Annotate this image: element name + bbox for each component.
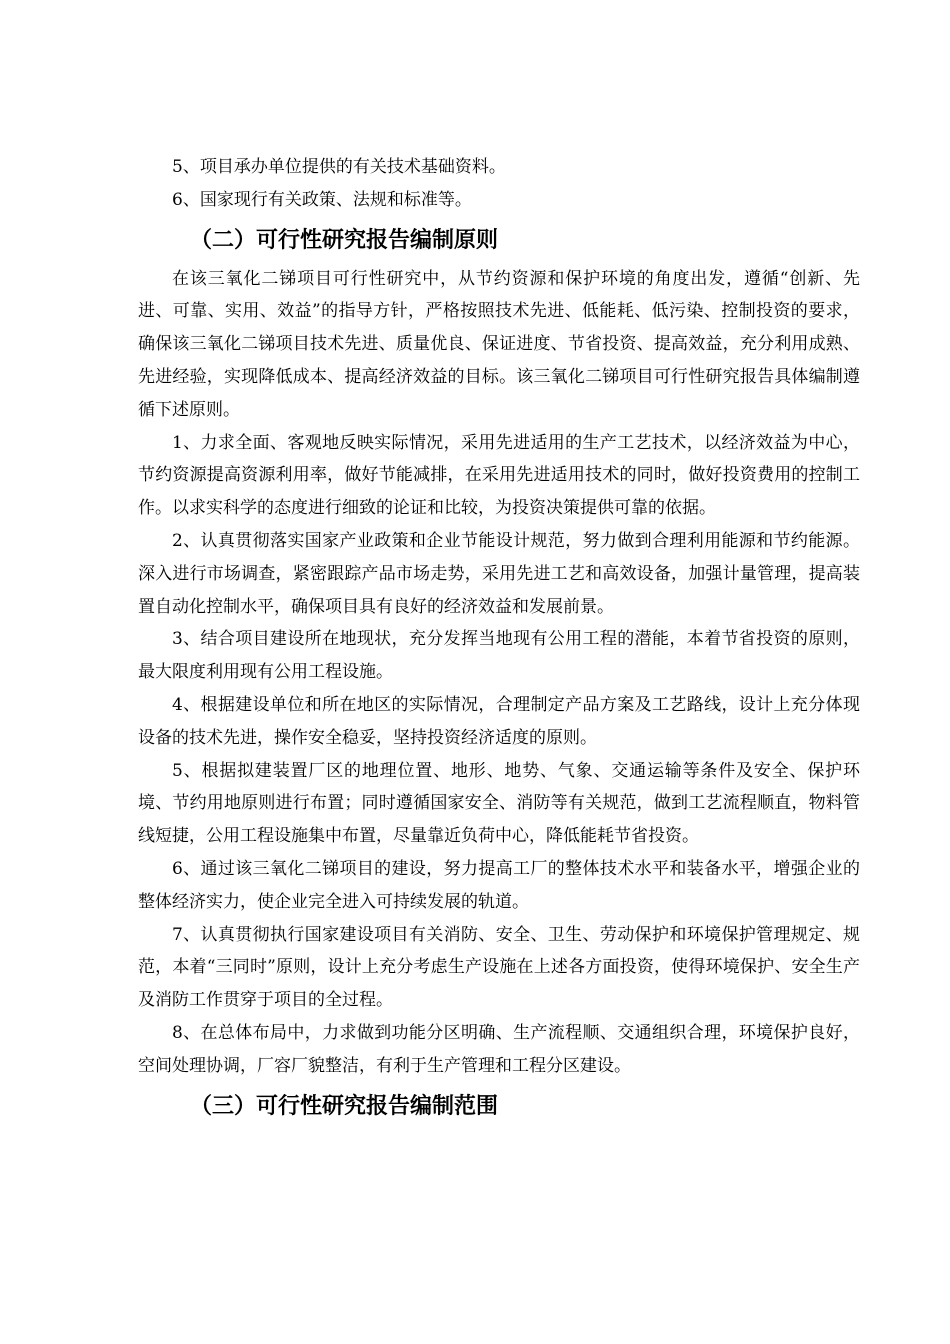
principle-item-7: 7、认真贯彻执行国家建设项目有关消防、安全、卫生、劳动保护和环境保护管理规定、规范，本着“三同时”原则，设计上充分考虑生产设施在上述各方面投资，使得环境保护、安全生产及消防工作贯穿于项目的全过程。 <box>138 924 860 1011</box>
principle-item-3: 3、结合项目建设所在地现状，充分发挥当地现有公用工程的潜能，本着节省投资的原则，最大限度利用现有公用工程设施。 <box>138 629 860 683</box>
principle-item-4: 4、根据建设单位和所在地区的实际情况，合理制定产品方案及工艺路线，设计上充分体现设备的技术先进，操作安全稳妥，坚持投资经济适度的原则。 <box>138 694 860 748</box>
principle-item-8: 8、在总体布局中，力求做到功能分区明确、生产流程顺、交通组织合理，环境保护良好，空间处理协调，厂容厂貌整洁，有利于生产管理和工程分区建设。 <box>138 1022 860 1076</box>
section-2-heading: （二）可行性研究报告编制原则 <box>190 227 499 253</box>
section-2-intro: 在该三氧化二锑项目可行性研究中，从节约资源和保护环境的角度出发，遵循“创新、先进、可靠、实用、效益”的指导方针，严格按照技术先进、低能耗、低污染、控制投资的要求，确保该三氧化二锑项目技术先进、质量优良、保证进度、节省投资、提高效益，充分利用成熟、先进经验，实现降低成本、提高经济效益的目标。该三氧化二锑项目可行性研究报告具体编制遵循下述原则。 <box>138 268 860 420</box>
principle-item-6: 6、通过该三氧化二锑项目的建设，努力提高工厂的整体技术水平和装备水平，增强企业的整体经济实力，使企业完全进入可持续发展的轨道。 <box>138 858 860 912</box>
basis-item-6: 6、国家现行有关政策、法规和标准等。 <box>172 189 472 210</box>
principle-item-2: 2、认真贯彻落实国家产业政策和企业节能设计规范，努力做到合理利用能源和节约能源。深入进行市场调查，紧密跟踪产品市场走势，采用先进工艺和高效设备，加强计量管理，提高装置自动化控制水平，确保项目具有良好的经济效益和发展前景。 <box>138 530 860 617</box>
basis-item-5: 5、项目承办单位提供的有关技术基础资料。 <box>172 157 506 177</box>
principle-item-1: 1、力求全面、客观地反映实际情况，采用先进适用的生产工艺技术，以经济效益为中心，节约资源提高资源利用率，做好节能减排，在采用先进适用技术的同时，做好投资费用的控制工作。以求实科学的态度进行细致的论证和比较，为投资决策提供可靠的依据。 <box>138 432 860 519</box>
section-3-heading: （三）可行性研究报告编制范围 <box>190 1093 499 1119</box>
principle-item-5: 5、根据拟建装置厂区的地理位置、地形、地势、气象、交通运输等条件及安全、保护环境、节约用地原则进行布置；同时遵循国家安全、消防等有关规范，做到工艺流程顺直，物料管线短捷，公用工程设施集中布置，尽量靠近负荷中心，降低能耗节省投资。 <box>138 760 860 847</box>
document-body <box>138 151 860 1129</box>
